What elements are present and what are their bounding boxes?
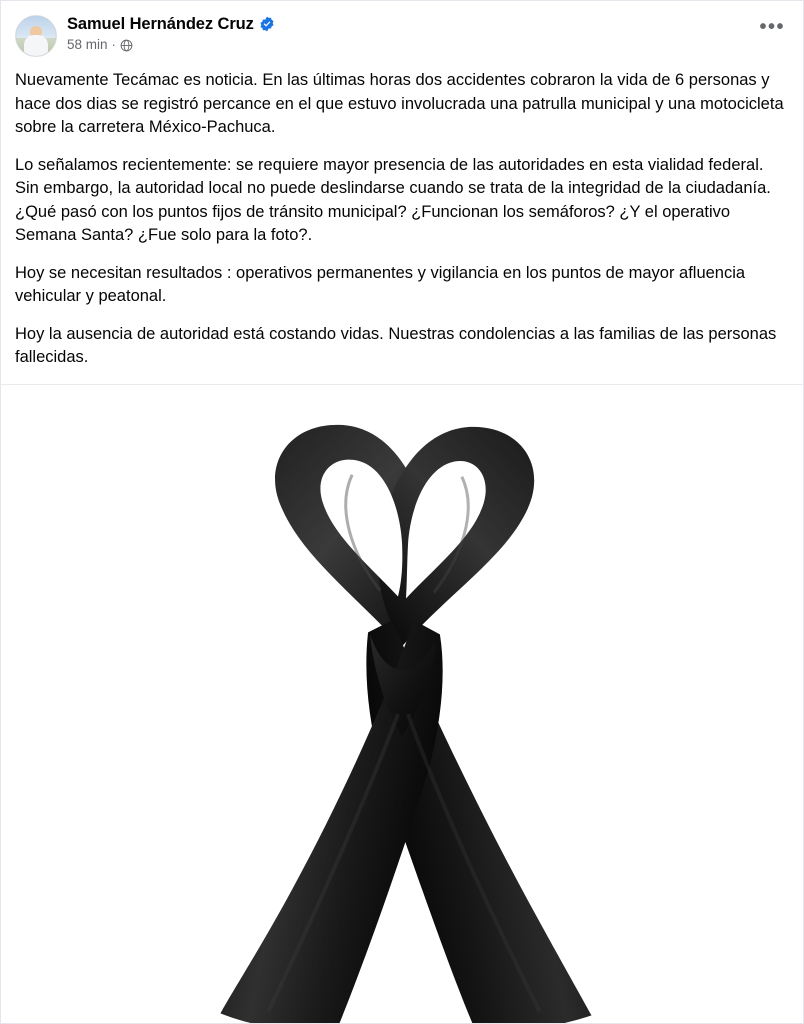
post-attachment[interactable] <box>1 384 803 1024</box>
author-row <box>67 14 275 34</box>
post-timestamp[interactable]: 58 min <box>67 37 108 52</box>
post-meta <box>67 37 275 53</box>
meta-separator: · <box>111 37 116 52</box>
author-name[interactable]: Samuel Hernández Cruz <box>67 15 254 33</box>
black-mourning-ribbon-image <box>1 385 803 1024</box>
post-text <box>1 63 803 384</box>
post-paragraph: Hoy se necesitan resultados : operativos permanentes y vigilancia en los puntos de mayor afluencia vehicular y peatonal. <box>15 263 746 305</box>
post-header <box>1 1 803 63</box>
verified-badge-icon <box>259 16 275 32</box>
avatar[interactable] <box>15 15 57 57</box>
avatar-person-body <box>24 35 48 57</box>
post-header-text <box>67 13 275 53</box>
globe-icon[interactable] <box>120 39 133 52</box>
post-paragraph: Nuevamente Tecámac es noticia. En las últimas horas dos accidentes cobraron la vida de 6 personas y hace dos dias se registró percance en el que estuvo involucrada una patrulla municipal y una motocicleta sobre la carretera México-Pachuca. <box>15 71 784 136</box>
post-paragraph: Lo señalamos recientemente: se requiere mayor presencia de las autoridades en esta vialidad federal. Sin embargo, la autoridad local no puede deslindarse cuando se trata de la integridad de la ciudadanía. ¿Qué pasó con los puntos fijos de tránsito municipal? ¿Funcionan los semáforos? ¿Y el operativo Semana Santa? ¿Fue solo para la foto?. <box>15 155 771 244</box>
post-paragraph: Hoy la ausencia de autoridad está costando vidas. Nuestras condolencias a las familias de las personas fallecidas. <box>15 324 777 366</box>
more-options-icon[interactable]: ••• <box>759 16 785 38</box>
